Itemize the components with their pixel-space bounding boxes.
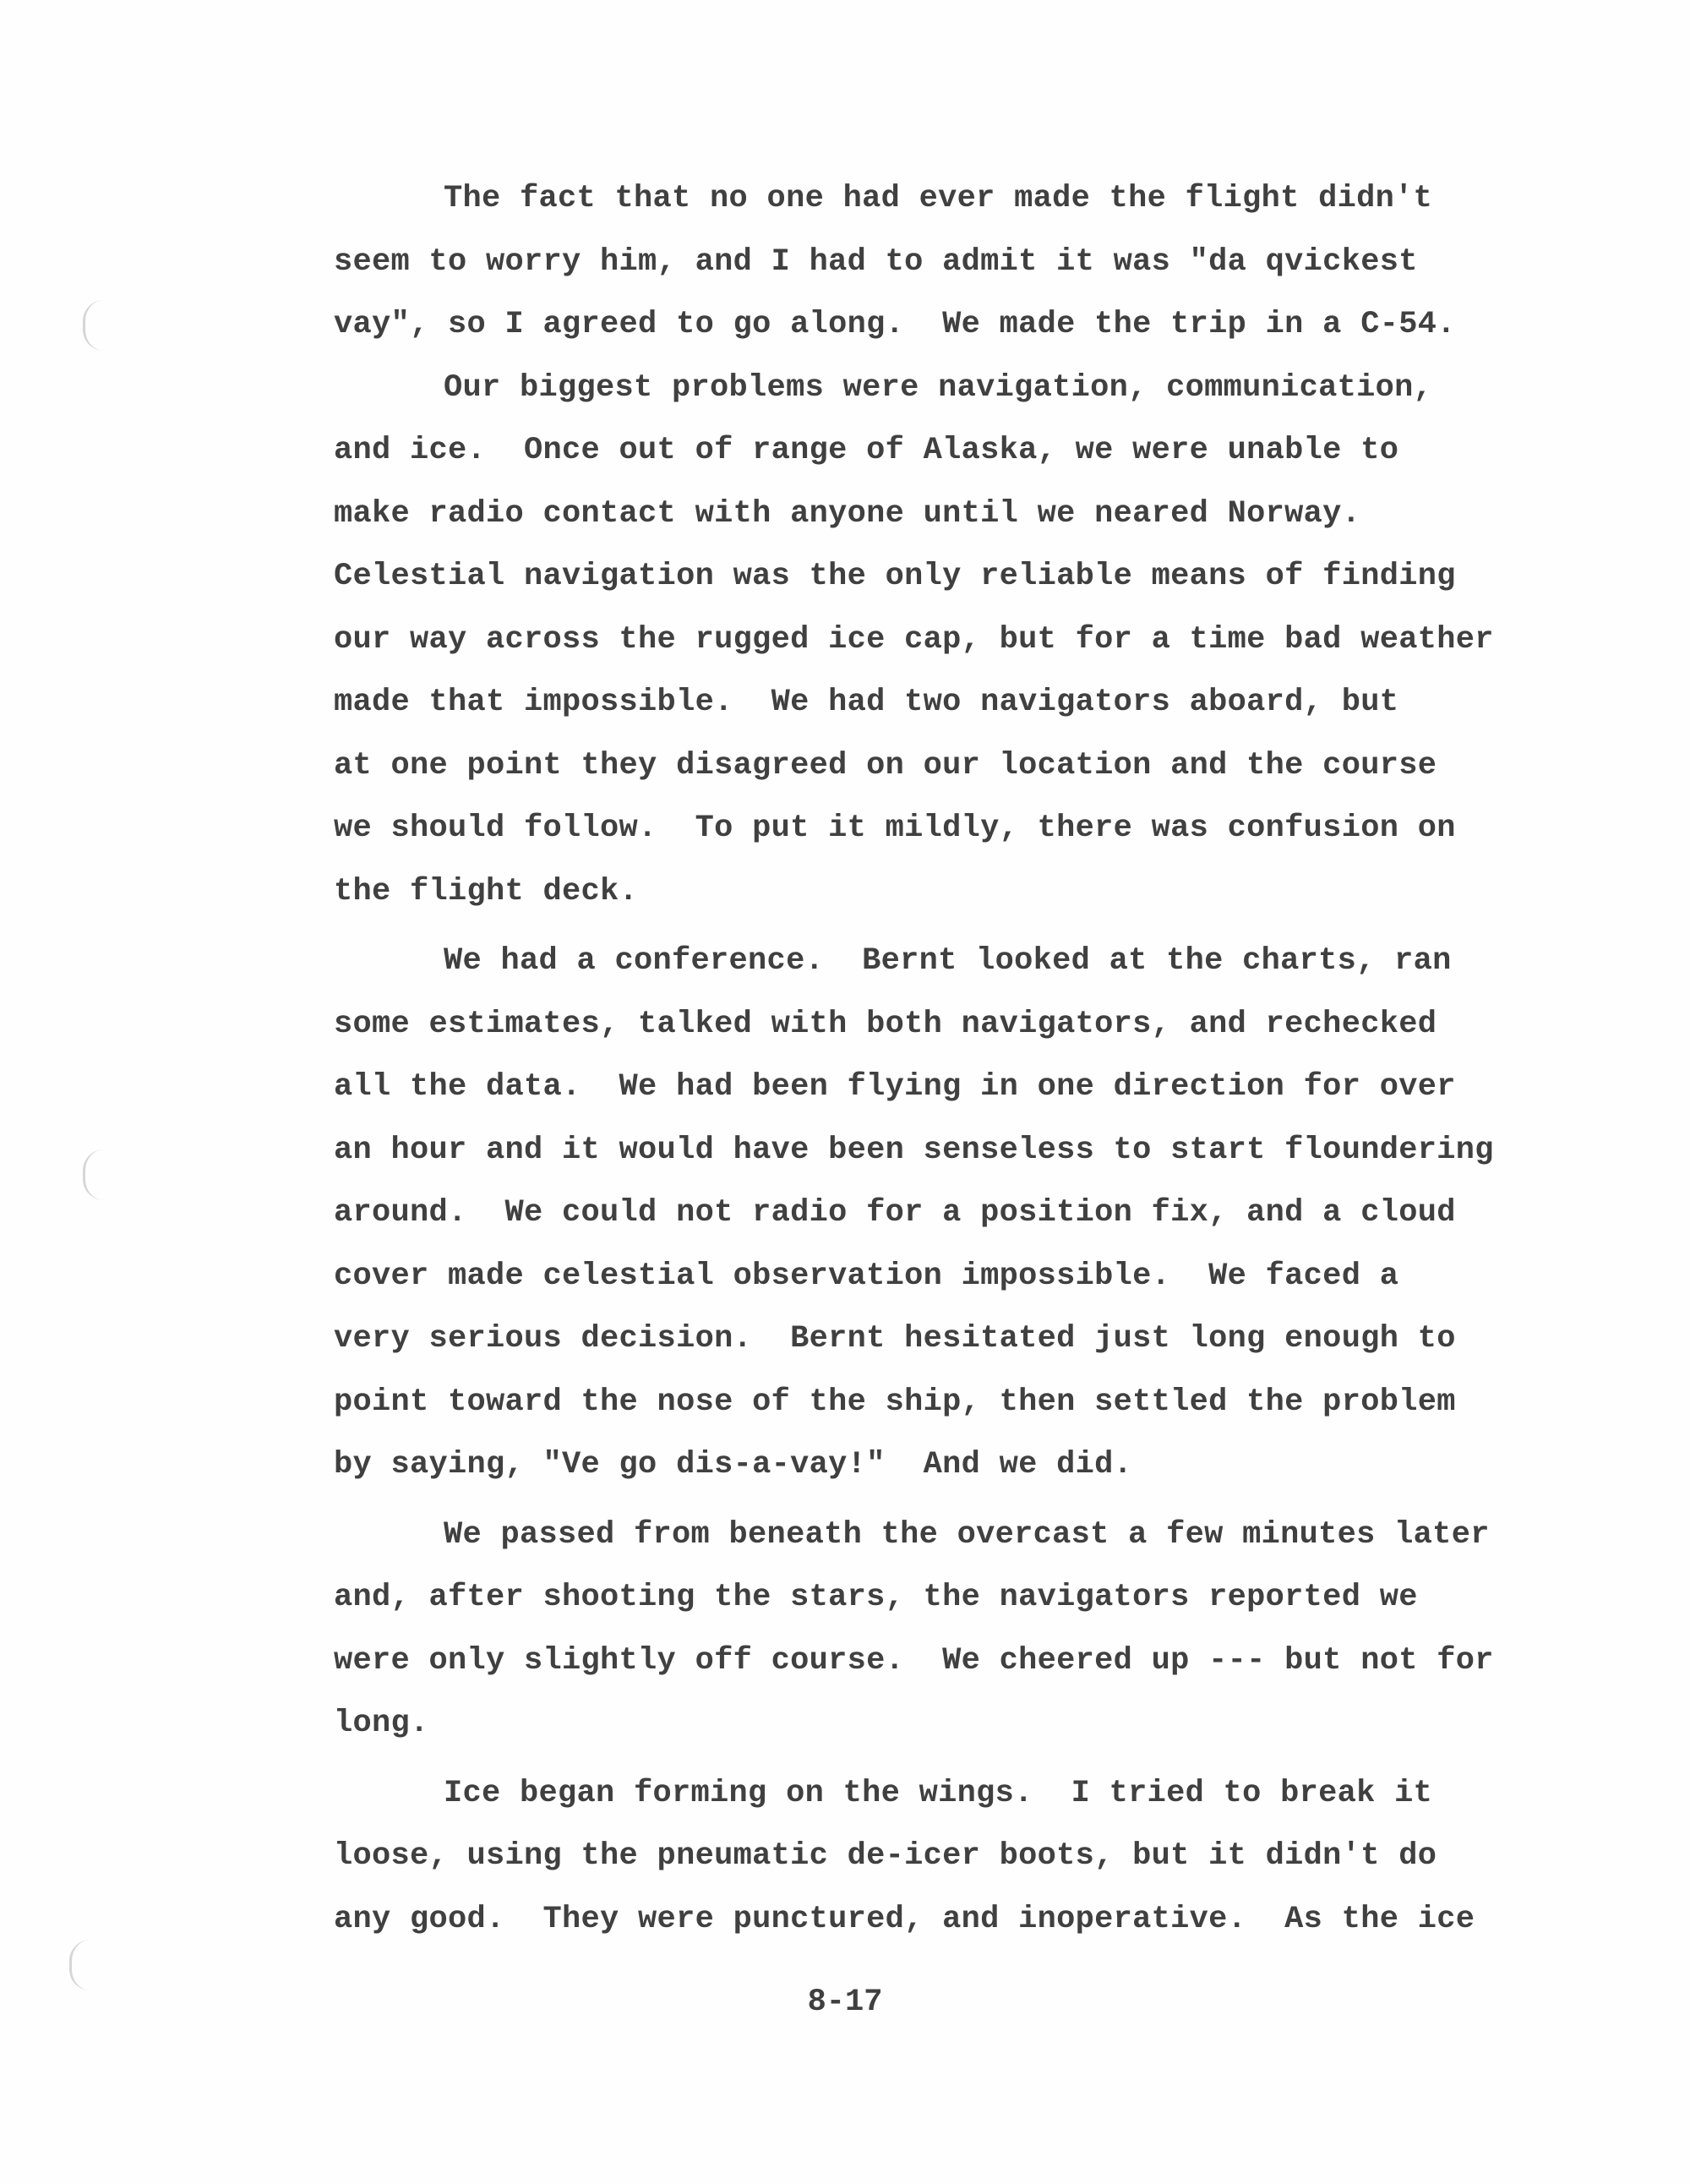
text-line: very serious decision. Bernt hesitated just long enough to bbox=[334, 1321, 1456, 1357]
text-line: at one point they disagreed on our location and the course bbox=[334, 747, 1437, 784]
text-line: cover made celestial observation impossible. We faced a bbox=[334, 1258, 1399, 1294]
punch-hole-mark-bottom bbox=[69, 1940, 90, 1990]
body-text bbox=[334, 167, 1534, 1951]
text-line: an hour and it would have been senseless to start floundering bbox=[334, 1132, 1494, 1168]
text-line: and, after shooting the stars, the navigators reported we bbox=[334, 1580, 1418, 1615]
text-line: The fact that no one had ever made the flight didn't bbox=[444, 181, 1433, 216]
text-line: were only slightly off course. We cheered up --- but not for bbox=[334, 1642, 1494, 1679]
text-line: Our biggest problems were navigation, communication, bbox=[444, 369, 1433, 406]
text-line: vay", so I agreed to go along. We made the trip in a C-54. bbox=[334, 307, 1456, 342]
punch-hole-mark-middle bbox=[83, 1149, 104, 1200]
text-line: all the data. We had been flying in one direction for over bbox=[334, 1069, 1456, 1105]
text-line: any good. They were punctured, and inoperative. As the ice bbox=[334, 1901, 1475, 1937]
text-line: some estimates, talked with both navigators, and rechecked bbox=[334, 1006, 1437, 1042]
punch-hole-mark-top bbox=[83, 300, 104, 351]
text-line: the flight deck. bbox=[334, 873, 639, 909]
text-line: point toward the nose of the ship, then settled the problem bbox=[334, 1384, 1456, 1420]
text-line: loose, using the pneumatic de-icer boots, but it didn't do bbox=[334, 1838, 1437, 1874]
page-number: 8-17 bbox=[807, 1985, 883, 2020]
text-line: We had a conference. Bernt looked at the charts, ran bbox=[444, 943, 1452, 979]
text-line: around. We could not radio for a position fix, and a cloud bbox=[334, 1195, 1456, 1231]
text-line: our way across the rugged ice cap, but for a time bad weather bbox=[334, 621, 1494, 658]
text-line: and ice. Once out of range of Alaska, we were unable to bbox=[334, 433, 1399, 468]
text-line: Celestial navigation was the only reliable means of finding bbox=[334, 559, 1456, 594]
text-line: we should follow. To put it mildly, there was confusion on bbox=[334, 811, 1456, 846]
text-line: made that impossible. We had two navigators aboard, but bbox=[334, 685, 1399, 720]
text-line: Ice began forming on the wings. I tried to break it bbox=[444, 1775, 1433, 1811]
text-line: by saying, "Ve go dis-a-vay!" And we did. bbox=[334, 1447, 1133, 1482]
text-line: make radio contact with anyone until we neared Norway. bbox=[334, 495, 1361, 532]
text-line: seem to worry him, and I had to admit it was "da qvickest bbox=[334, 243, 1418, 280]
text-line: We passed from beneath the overcast a few minutes later bbox=[444, 1516, 1490, 1553]
text-line: long. bbox=[334, 1706, 429, 1741]
